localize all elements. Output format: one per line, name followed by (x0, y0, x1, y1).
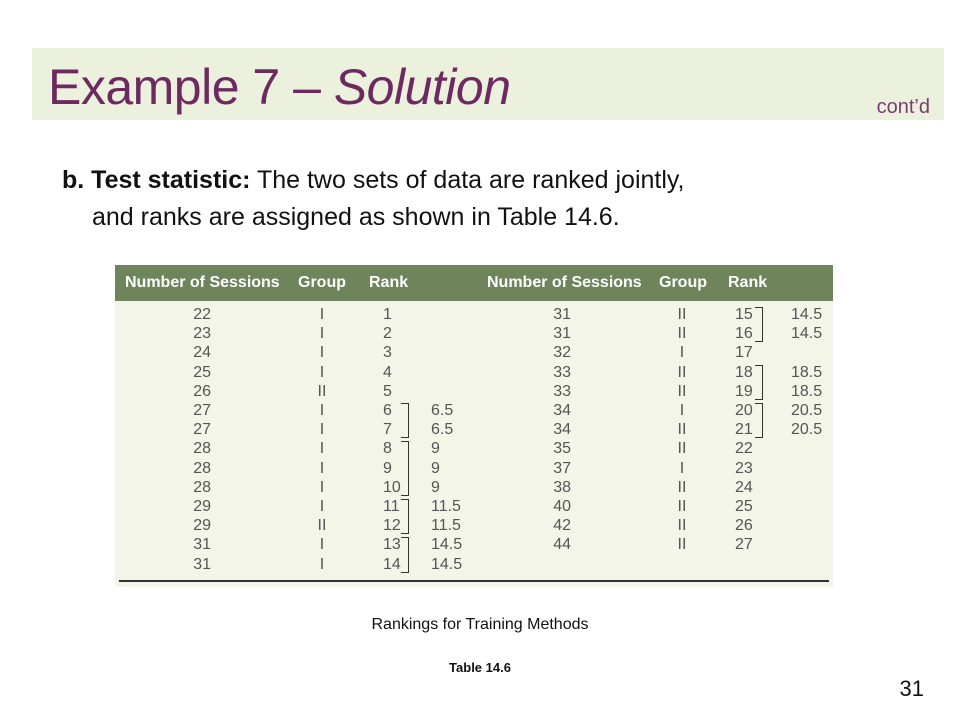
cell-left-tied-rank: 9 (431, 459, 440, 477)
cell-right-sessions: 31 (553, 325, 571, 343)
cell-left-sessions: 27 (193, 421, 211, 439)
cell-right-rank: 24 (735, 478, 753, 496)
cell-left-group: I (319, 421, 325, 439)
cell-right-tied-rank: 14.5 (791, 306, 823, 323)
tie-bracket (755, 365, 763, 400)
cell-right-rank: 26 (735, 517, 753, 535)
cell-left-sessions: 29 (193, 517, 211, 535)
cell-right-sessions: 34 (553, 421, 571, 439)
cell-left-rank: 14 (383, 555, 401, 573)
cell-right-rank: 17 (735, 344, 753, 362)
cell-left-rank: 10 (383, 478, 401, 496)
cell-right-rank: 25 (735, 498, 753, 515)
cell-left-group: I (319, 478, 325, 496)
cell-right-rank: 18 (735, 363, 753, 381)
continued-label: cont’d (876, 96, 930, 118)
cell-right-rank: 20 (735, 402, 753, 419)
cell-left-rank: 3 (383, 344, 392, 362)
cell-left-rank: 8 (383, 440, 392, 458)
cell-right-sessions: 44 (553, 536, 571, 554)
cell-left-group: I (319, 306, 325, 323)
cell-left-tied-rank: 6.5 (431, 421, 454, 439)
header-sessions-right: Number of Sessions (487, 274, 642, 291)
cell-left-rank: 12 (383, 517, 401, 535)
cell-right-sessions: 34 (553, 402, 571, 419)
cell-left-tied-rank: 6.5 (431, 402, 454, 419)
cell-left-sessions: 28 (193, 478, 211, 496)
cell-right-group: II (677, 498, 687, 515)
cell-left-tied-rank: 11.5 (431, 498, 461, 515)
cell-left-rank: 1 (383, 306, 392, 323)
cell-left-tied-rank: 14.5 (431, 555, 463, 573)
cell-left-sessions: 31 (193, 536, 211, 554)
cell-right-sessions: 37 (553, 459, 571, 477)
cell-right-rank: 21 (735, 421, 753, 439)
body-line-1: The two sets of data are ranked jointly, (250, 166, 685, 194)
cell-left-rank: 4 (383, 363, 392, 381)
cell-right-rank: 27 (735, 536, 753, 554)
cell-right-group: II (677, 536, 687, 554)
cell-left-tied-rank: 14.5 (431, 536, 463, 554)
cell-left-group: II (317, 517, 327, 535)
table-header (115, 265, 833, 301)
cell-left-sessions: 29 (193, 498, 211, 515)
cell-left-tied-rank: 9 (431, 440, 440, 458)
cell-right-group: I (679, 344, 685, 362)
cell-right-rank: 23 (735, 459, 753, 477)
cell-left-tied-rank: 11.5 (431, 517, 461, 535)
table-caption: Rankings for Training Methods (371, 616, 589, 633)
cell-right-sessions: 31 (553, 306, 571, 323)
header-group-left: Group (298, 274, 346, 291)
body-text (62, 162, 922, 236)
header-rank-right: Rank (728, 274, 768, 291)
cell-right-group: II (677, 363, 687, 381)
body-line-2: and ranks are assigned as shown in Table 14.6. (92, 203, 620, 231)
cell-left-sessions: 23 (193, 325, 211, 343)
cell-left-tied-rank: 9 (431, 478, 440, 496)
page-number: 31 (899, 676, 924, 701)
tie-bracket (401, 499, 409, 534)
cell-right-sessions: 33 (553, 382, 571, 400)
cell-right-sessions: 33 (553, 363, 571, 381)
cell-right-tied-rank: 20.5 (791, 402, 823, 419)
cell-left-rank: 2 (383, 325, 392, 343)
cell-right-group: I (679, 459, 685, 477)
cell-right-group: II (677, 421, 687, 439)
header-group-right: Group (659, 274, 707, 291)
tie-bracket (401, 441, 409, 496)
tie-bracket (755, 403, 763, 438)
cell-left-sessions: 24 (193, 344, 211, 362)
cell-left-rank: 13 (383, 536, 401, 554)
cell-left-rank: 6 (383, 402, 392, 419)
cell-right-tied-rank: 20.5 (791, 421, 823, 439)
cell-left-group: I (319, 344, 325, 362)
cell-right-group: II (677, 478, 687, 496)
cell-right-sessions: 32 (553, 344, 571, 362)
cell-left-sessions: 28 (193, 440, 211, 458)
cell-left-group: I (319, 498, 325, 515)
cell-left-rank: 7 (383, 421, 392, 439)
tie-bracket (401, 537, 409, 572)
slide-title: Example 7 – Solution (48, 59, 511, 115)
cell-left-sessions: 22 (193, 306, 211, 323)
cell-right-group: II (677, 517, 687, 535)
cell-left-sessions: 26 (193, 382, 211, 400)
cell-left-group: I (319, 402, 325, 419)
cell-right-rank: 16 (735, 325, 753, 343)
cell-right-group: II (677, 306, 687, 323)
cell-right-rank: 15 (735, 306, 753, 323)
cell-left-group: II (317, 382, 327, 400)
table-label: Table 14.6 (449, 660, 511, 675)
table-bottom-rule (119, 580, 829, 582)
cell-left-group: I (319, 536, 325, 554)
cell-right-rank: 19 (735, 382, 753, 400)
cell-right-tied-rank: 18.5 (791, 382, 823, 400)
cell-left-rank: 11 (383, 498, 400, 515)
cell-right-sessions: 42 (553, 517, 571, 535)
cell-right-group: II (677, 325, 687, 343)
cell-left-rank: 9 (383, 459, 392, 477)
cell-left-sessions: 31 (193, 555, 211, 573)
cell-right-sessions: 40 (553, 498, 571, 515)
lead-text: b. Test statistic: (62, 166, 251, 194)
cell-left-group: I (319, 555, 325, 573)
cell-left-group: I (319, 440, 325, 458)
cell-right-sessions: 38 (553, 478, 571, 496)
header-sessions-left: Number of Sessions (125, 274, 280, 291)
cell-right-sessions: 35 (553, 440, 571, 458)
cell-left-group: I (319, 325, 325, 343)
cell-right-group: II (677, 382, 687, 400)
cell-right-tied-rank: 18.5 (791, 363, 823, 381)
tie-bracket (401, 403, 409, 438)
cell-right-group: I (679, 402, 685, 419)
cell-right-rank: 22 (735, 440, 753, 458)
header-rank-left: Rank (369, 274, 409, 291)
cell-left-sessions: 27 (193, 402, 211, 419)
tie-bracket (755, 307, 763, 342)
rankings-table (115, 265, 833, 587)
cell-left-sessions: 25 (193, 363, 211, 381)
cell-left-sessions: 28 (193, 459, 211, 477)
cell-right-group: II (677, 440, 687, 458)
cell-left-group: I (319, 363, 325, 381)
cell-right-tied-rank: 14.5 (791, 325, 823, 343)
cell-left-rank: 5 (383, 382, 392, 400)
cell-left-group: I (319, 459, 325, 477)
